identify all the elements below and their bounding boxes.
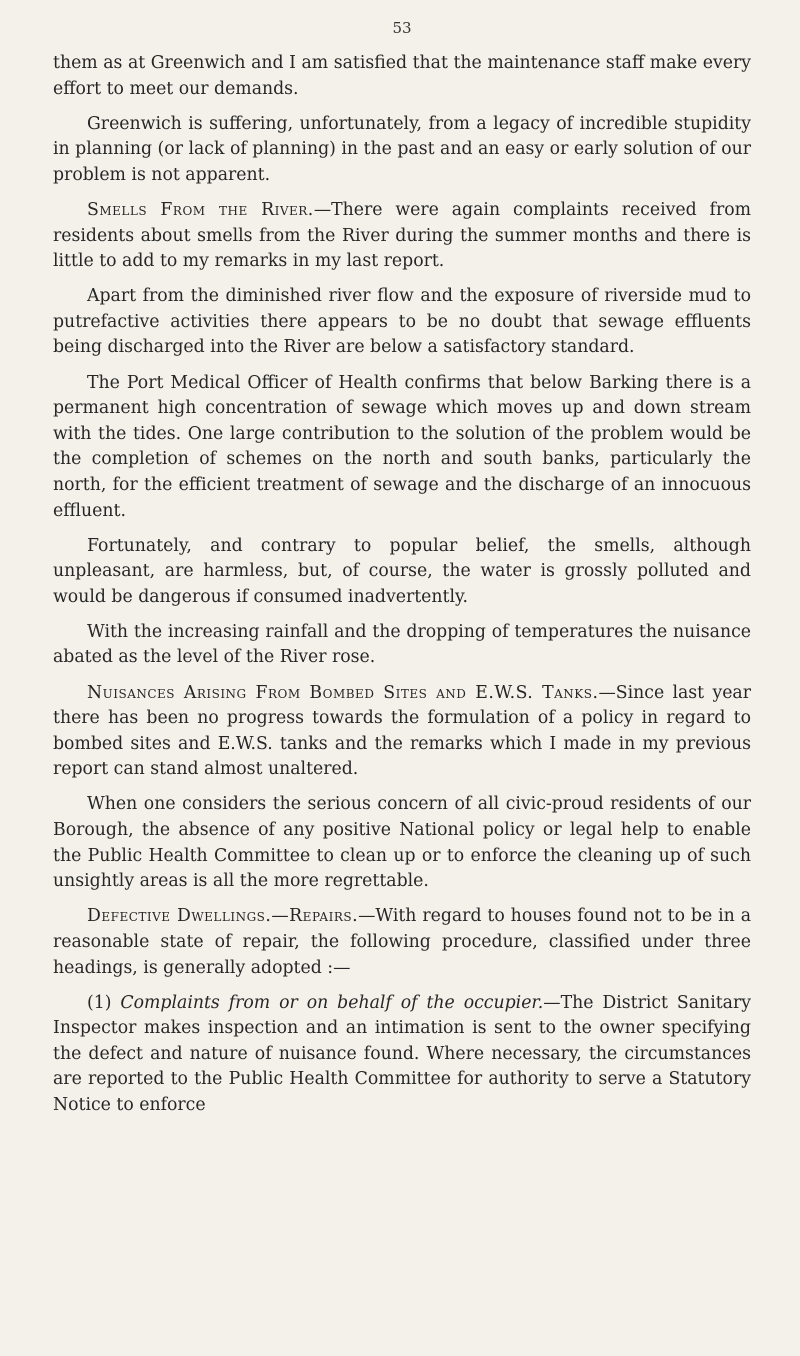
paragraph-greenwich [53,112,751,189]
paragraph-text: With the increasing rainfall and the dropping of temperatures the nuisance abated as the level of the River rose. [53,621,751,668]
paragraph-nuisances [53,681,751,783]
paragraph-fortunately [53,534,751,611]
paragraph-text: Apart from the diminished river flow and the exposure of riverside mud to putrefactive activities there appears to be no doubt that sewage effluents being discharged into the River are below a satisfactory standard. [53,286,751,358]
list-number: (1) [87,992,121,1013]
paragraph-text: When one considers the serious concern of all civic-proud residents of our Borough, the absence of any positive National policy or legal help to enable the Public Health Committee to clean up or to enforce the cleaning up of such unsightly areas is all the more regrettable. [53,794,751,892]
paragraph-text: —Since last year there has been no progress towards the formulation of a policy in regard to bombed sites and E.W.S. tanks and the remarks which I made in my previous report can stand almost unaltered. [53,682,751,780]
page-number: 53 [392,19,412,37]
paragraph-rainfall [53,620,751,671]
paragraph-text: Fortunately, and contrary to popular belief, the smells, although unpleasant, are harmless, but, of course, the water is grossly polluted and would be dangerous if consumed inadvertently. [53,535,751,607]
paragraph-river-flow [53,284,751,361]
paragraph-text: —The District Sanitary Inspector makes inspection and an intimation is sent to the owner specifying the defect and nature of nuisance found. Where necessary, the circumstances are reported to the Public Health Committee for authority to serve a Statutory Notice to enforce [53,992,751,1115]
paragraph-complaints [53,991,751,1119]
section-heading: Nuisances Arising From Bombed Sites and E.W.S. Tanks. [87,682,599,703]
section-heading: Smells From the River. [87,199,314,220]
paragraph-text: —With regard to houses found not to be in a reasonable state of repair, the following procedure, classified under three headings, is generally adopted :— [53,906,751,978]
paragraph-text: —There were again complaints received from residents about smells from the River during the summer months and there is little to add to my remarks in my last report. [53,199,752,272]
paragraph-text: Greenwich is suffering, unfortunately, from a legacy of incredible stupidity in planning (or lack of planning) in the past and an easy or early solution of our problem is not apparent. [53,113,751,185]
paragraph-port-medical [53,371,751,525]
paragraph-text: The Port Medical Officer of Health confirms that below Barking there is a permanent high concentration of sewage which moves up and down stream with the tides. One large contribution to the solution of the problem would be the completion of schemes on the north and south banks, particularly the north, for the efficient treatment of sewage and the discharge of an innocuous effluent. [53,372,751,521]
paragraph-smells [53,198,751,275]
paragraph-text: them as at Greenwich and I am satisfied that the maintenance staff make every effort to meet our demands. [53,53,751,99]
paragraph-civic [53,792,751,894]
subheading-italic: Complaints from or on behalf of the occupier. [120,992,544,1013]
document-page [53,0,751,1128]
paragraph-defective [53,904,751,981]
section-heading: Defective Dwellings.—Repairs. [87,906,359,927]
paragraph-continuation [53,51,751,102]
